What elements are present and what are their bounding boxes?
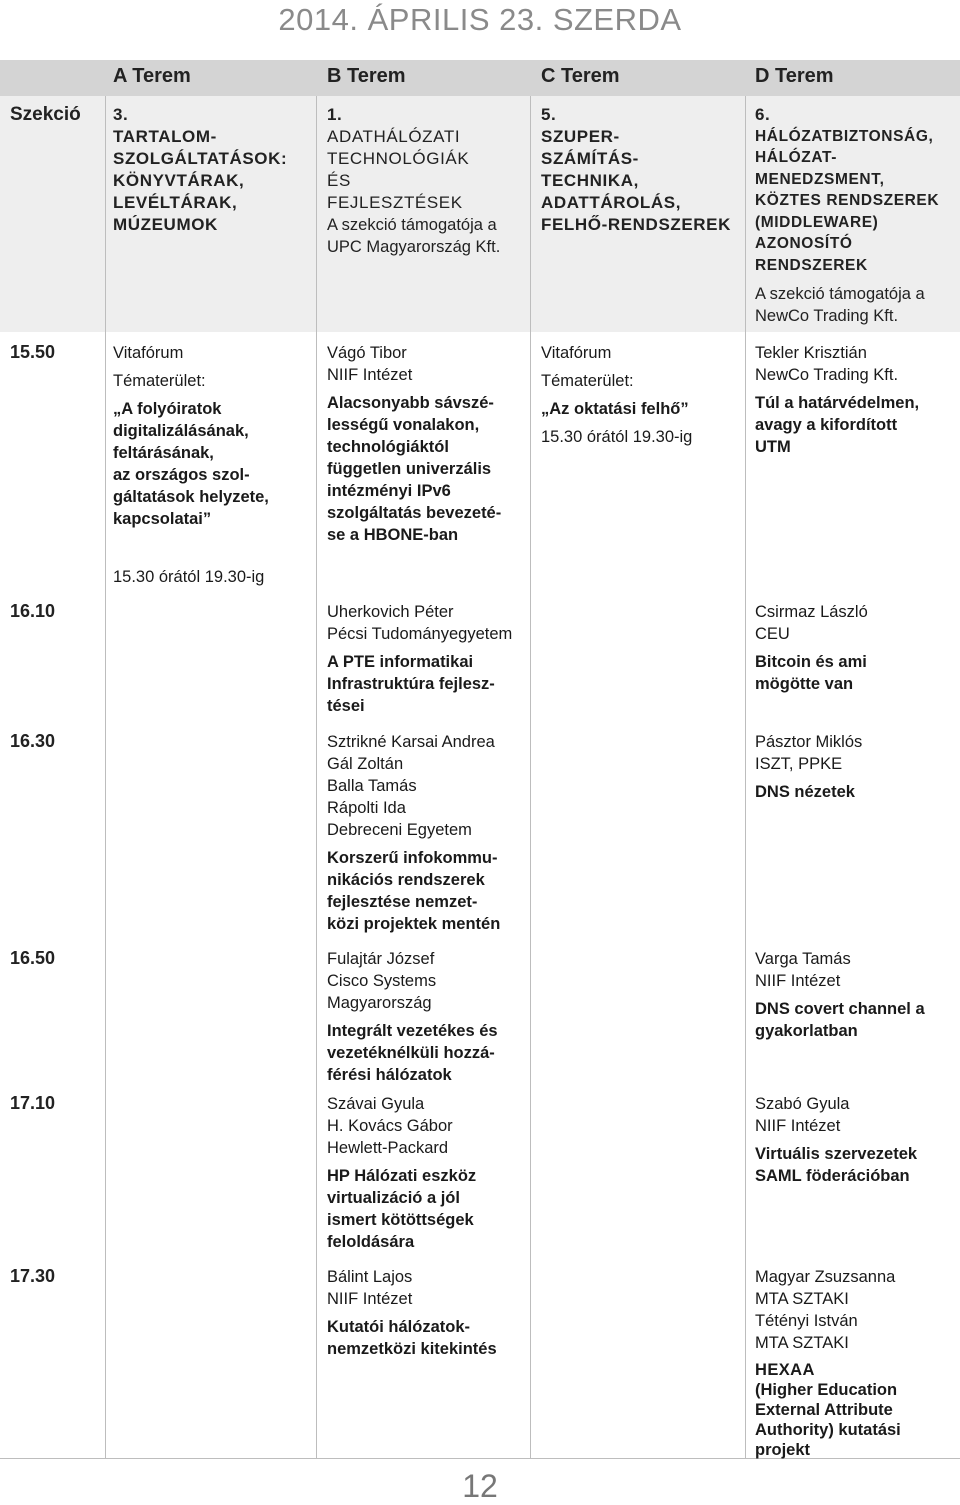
session-time: 15.30 órától 19.30-ig bbox=[541, 428, 693, 446]
section-title-line: SZUPER- bbox=[541, 127, 620, 146]
talk-title-line: vezetéknélküli hozzá- bbox=[327, 1044, 495, 1062]
section-c bbox=[541, 104, 741, 236]
section-number: 6. bbox=[755, 105, 771, 124]
speaker-name: H. Kovács Gábor bbox=[327, 1117, 453, 1135]
speaker-org: CEU bbox=[755, 625, 790, 643]
talk-title-line: Alacsonyabb sávszé- bbox=[327, 394, 494, 412]
grid-line bbox=[105, 96, 106, 1458]
speaker-name: Bálint Lajos bbox=[327, 1268, 413, 1286]
time-label: 16.30 bbox=[10, 731, 56, 751]
section-number: 1. bbox=[327, 105, 343, 124]
speaker-name: Szávai Gyula bbox=[327, 1095, 425, 1113]
topic-line: „A folyóiratok bbox=[113, 400, 222, 418]
speaker-org: Pécsi Tudományegyetem bbox=[327, 625, 513, 643]
page-date-title: 2014. ÁPRILIS 23. SZERDA bbox=[278, 2, 682, 37]
speaker-name: Balla Tamás bbox=[327, 777, 417, 795]
col-header-d: D Terem bbox=[755, 65, 834, 87]
time-label: 15.50 bbox=[10, 342, 56, 362]
talk-title-line: gyakorlatban bbox=[755, 1022, 858, 1040]
talk-title-line: nikációs rendszerek bbox=[327, 871, 485, 889]
col-header-b: B Terem bbox=[327, 65, 406, 87]
time-label: 16.50 bbox=[10, 948, 56, 968]
talk-title-line: avagy a kifordított bbox=[755, 416, 898, 434]
section-title-line: ÉS bbox=[327, 171, 351, 190]
col-header-c: C Terem bbox=[541, 65, 620, 87]
talk-title-line: lességű vonalakon, bbox=[327, 416, 480, 434]
topic-label: Tématerület: bbox=[541, 372, 634, 390]
col-header-a: A Terem bbox=[113, 65, 191, 87]
speaker-name: Sztrikné Karsai Andrea bbox=[327, 733, 495, 751]
speaker-name: Varga Tamás bbox=[755, 950, 851, 968]
slot-1730-d bbox=[755, 1266, 955, 1460]
talk-title-line: DNS covert channel a bbox=[755, 1000, 925, 1018]
topic-line: digitalizálásának, bbox=[113, 422, 249, 440]
section-b bbox=[327, 104, 527, 258]
section-title-line: HÁLÓZATBIZTONSÁG, bbox=[755, 127, 934, 145]
talk-title-line: projekt bbox=[755, 1441, 811, 1459]
slot-1650-d bbox=[755, 948, 955, 1042]
section-title-line: SZÁMÍTÁS- bbox=[541, 149, 639, 168]
topic-line: feltárásának, bbox=[113, 444, 214, 462]
speaker-org: NewCo Trading Kft. bbox=[755, 366, 899, 384]
section-sponsor: UPC Magyarország Kft. bbox=[327, 238, 501, 256]
speaker-org: Cisco Systems bbox=[327, 972, 437, 990]
slot-1610-b bbox=[327, 601, 527, 717]
talk-title-line: feloldására bbox=[327, 1233, 415, 1251]
speaker-org: NIIF Intézet bbox=[755, 1117, 841, 1135]
talk-title-line: Integrált vezetékes és bbox=[327, 1022, 498, 1040]
speaker-org: MTA SZTAKI bbox=[755, 1290, 849, 1308]
talk-title-line: Korszerű infokommu- bbox=[327, 849, 498, 867]
section-sponsor: NewCo Trading Kft. bbox=[755, 306, 899, 325]
topic-line: gáltatások helyzete, bbox=[113, 488, 269, 506]
talk-title-line: HP Hálózati eszköz bbox=[327, 1167, 477, 1185]
talk-title-line: intézményi IPv6 bbox=[327, 482, 451, 500]
time-label: 16.10 bbox=[10, 601, 56, 621]
talk-title-line: Infrastruktúra fejlesz- bbox=[327, 675, 495, 693]
section-title-line: TARTALOM- bbox=[113, 127, 217, 146]
slot-1730-b bbox=[327, 1266, 527, 1360]
talk-title-line: férési hálózatok bbox=[327, 1066, 452, 1084]
talk-title-line: ismert kötöttségek bbox=[327, 1211, 474, 1229]
section-title-line: TECHNIKA, bbox=[541, 171, 639, 190]
talk-title-line: fejlesztése nemzet- bbox=[327, 893, 478, 911]
section-title-line: TECHNOLÓGIÁK bbox=[327, 149, 470, 168]
speaker-org: ISZT, PPKE bbox=[755, 755, 843, 773]
slot-1710-d bbox=[755, 1093, 955, 1187]
slot-1610-d bbox=[755, 601, 955, 695]
speaker-org: MTA SZTAKI bbox=[755, 1334, 849, 1352]
page-number: 12 bbox=[462, 1468, 498, 1504]
talk-title-line: Túl a határvédelmen, bbox=[755, 394, 920, 412]
talk-title-line: technológiáktól bbox=[327, 438, 449, 456]
speaker-name: Gál Zoltán bbox=[327, 755, 404, 773]
speaker-org: NIIF Intézet bbox=[327, 1290, 413, 1308]
section-title-line: FEJLESZTÉSEK bbox=[327, 193, 463, 212]
section-title-line: RENDSZEREK bbox=[755, 256, 868, 274]
speaker-name: Magyar Zsuzsanna bbox=[755, 1268, 896, 1286]
talk-title-line: A PTE informatikai bbox=[327, 653, 474, 671]
section-d bbox=[755, 104, 955, 327]
talk-title-line: HEXAA bbox=[755, 1361, 815, 1379]
section-title-line: (MIDDLEWARE) bbox=[755, 213, 879, 231]
talk-title-line: Virtuális szervezetek bbox=[755, 1145, 918, 1163]
section-number: 5. bbox=[541, 105, 557, 124]
speaker-name: Pásztor Miklós bbox=[755, 733, 863, 751]
slot-1550-c bbox=[541, 342, 741, 448]
topic-label: Tématerület: bbox=[113, 372, 206, 390]
speaker-name: Tekler Krisztián bbox=[755, 344, 867, 362]
section-sponsor: A szekció támogatója a bbox=[755, 285, 925, 303]
talk-title-line: független univerzális bbox=[327, 460, 492, 478]
time-label: 17.30 bbox=[10, 1266, 56, 1286]
section-title-line: AZONOSÍTÓ bbox=[755, 235, 853, 252]
slot-1630-d bbox=[755, 731, 955, 803]
section-a bbox=[113, 104, 308, 236]
section-sponsor: A szekció támogatója a bbox=[327, 216, 497, 234]
speaker-name: Szabó Gyula bbox=[755, 1095, 850, 1113]
grid-line bbox=[530, 96, 531, 1458]
talk-title-line: Kutatói hálózatok- bbox=[327, 1318, 470, 1336]
talk-title-line: mögötte van bbox=[755, 675, 854, 693]
speaker-org: Hewlett-Packard bbox=[327, 1139, 449, 1157]
topic-line: „Az oktatási felhő” bbox=[541, 400, 689, 418]
section-title-line: LEVÉLTÁRAK, bbox=[113, 193, 238, 212]
section-title-line: KÖZTES RENDSZEREK bbox=[755, 192, 940, 209]
talk-title-line: UTM bbox=[755, 438, 791, 456]
speaker-name: Fulajtár József bbox=[327, 950, 435, 968]
talk-title-line: se a HBONE-ban bbox=[327, 526, 459, 544]
speaker-name: Vágó Tibor bbox=[327, 344, 407, 362]
section-title-line: HÁLÓZAT- bbox=[755, 149, 837, 166]
section-title-line: MÚZEUMOK bbox=[113, 215, 218, 234]
session-title: Vitafórum bbox=[113, 344, 184, 362]
section-label: Szekció bbox=[10, 104, 81, 125]
session-time-a: 15.30 órától 19.30-ig bbox=[113, 568, 265, 586]
talk-title-line: tései bbox=[327, 697, 365, 715]
grid-line bbox=[316, 96, 317, 1458]
speaker-name: Rápolti Ida bbox=[327, 799, 406, 817]
time-label: 17.10 bbox=[10, 1093, 56, 1113]
talk-title-line: Authority) kutatási bbox=[755, 1421, 901, 1439]
talk-title-line: nemzetközi kitekintés bbox=[327, 1340, 497, 1358]
section-title-line: KÖNYVTÁRAK, bbox=[113, 171, 245, 190]
section-title-line: SZOLGÁLTATÁSOK: bbox=[113, 149, 288, 168]
talk-title-line: DNS nézetek bbox=[755, 783, 855, 801]
section-title-line: ADATTÁROLÁS, bbox=[541, 193, 682, 212]
slot-1630-b bbox=[327, 731, 527, 935]
talk-title-line: közi projektek mentén bbox=[327, 915, 501, 933]
grid-line bbox=[745, 96, 746, 1458]
speaker-name: Tétényi István bbox=[755, 1312, 858, 1330]
slot-1550-b bbox=[327, 342, 527, 546]
section-title-line: MENEDZSMENT, bbox=[755, 170, 885, 188]
topic-line: az országos szol- bbox=[113, 466, 250, 484]
speaker-org: NIIF Intézet bbox=[327, 366, 413, 384]
talk-title-line: virtualizáció a jól bbox=[327, 1189, 460, 1207]
session-title: Vitafórum bbox=[541, 344, 612, 362]
slot-1550-a bbox=[113, 342, 308, 530]
speaker-name: Uherkovich Péter bbox=[327, 603, 454, 621]
talk-title-line: SAML föderációban bbox=[755, 1167, 910, 1185]
section-title-line: ADATHÁLÓZATI bbox=[327, 127, 461, 146]
slot-1650-b bbox=[327, 948, 527, 1086]
speaker-org: Magyarország bbox=[327, 994, 432, 1012]
talk-title-line: Bitcoin és ami bbox=[755, 653, 867, 671]
speaker-name: Csirmaz László bbox=[755, 603, 868, 621]
speaker-org: Debreceni Egyetem bbox=[327, 821, 472, 839]
section-title-line: FELHŐ-RENDSZEREK bbox=[541, 215, 731, 234]
section-number: 3. bbox=[113, 105, 129, 124]
topic-line: kapcsolatai” bbox=[113, 510, 212, 528]
slot-1710-b bbox=[327, 1093, 527, 1253]
slot-1550-d bbox=[755, 342, 955, 458]
speaker-org: NIIF Intézet bbox=[755, 972, 841, 990]
talk-title-line: (Higher Education bbox=[755, 1381, 898, 1399]
talk-title-line: External Attribute bbox=[755, 1401, 893, 1419]
talk-title-line: szolgáltatás bevezeté- bbox=[327, 504, 502, 522]
